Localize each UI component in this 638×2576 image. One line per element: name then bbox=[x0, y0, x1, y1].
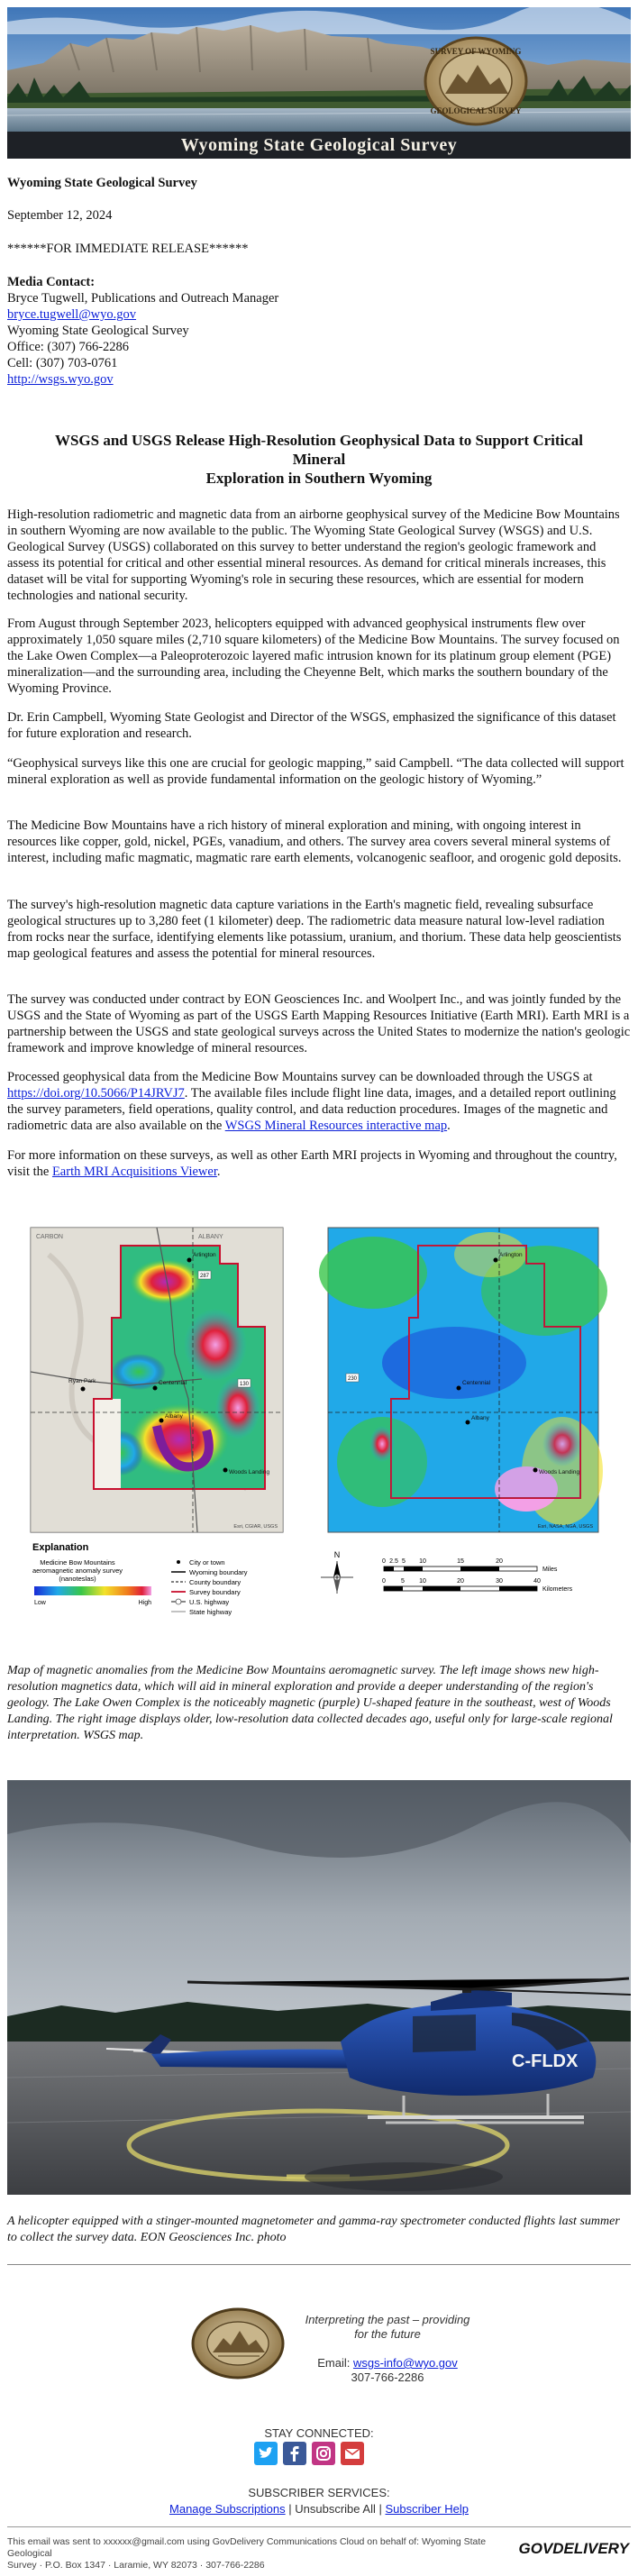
right-town-albany: Albany bbox=[471, 1415, 489, 1421]
svg-text:aeromagnetic anomaly survey: aeromagnetic anomaly survey bbox=[32, 1567, 123, 1575]
svg-text:High: High bbox=[138, 1600, 151, 1606]
svg-text:5: 5 bbox=[401, 1578, 405, 1585]
left-map-credit: Esri, CGIAR, USGS bbox=[233, 1524, 278, 1530]
facebook-icon[interactable] bbox=[283, 2442, 306, 2465]
body-paragraph-3: Dr. Erin Campbell, Wyoming State Geologist and Director of the WSGS, emphasized the significance of this dataset for future exploration and research. bbox=[7, 710, 616, 741]
north-arrow-icon bbox=[321, 1550, 353, 1594]
svg-text:Medicine Bow Mountains: Medicine Bow Mountains bbox=[40, 1558, 115, 1567]
svg-text:GEOLOGICAL SURVEY: GEOLOGICAL SURVEY bbox=[430, 106, 522, 115]
manage-subscriptions-link[interactable]: Manage Subscriptions bbox=[169, 2502, 286, 2516]
body-paragraph-4: “Geophysical surveys like this one are crucial for geologic mapping,” said Campbell. “The data collected will support mineral exploration as well as provide fundamental information on the geologic history of Wyoming.” bbox=[7, 756, 624, 787]
release-date: September 12, 2024 bbox=[7, 208, 113, 223]
svg-text:Miles: Miles bbox=[542, 1567, 558, 1573]
left-town-woods-landing: Woods Landing bbox=[229, 1469, 270, 1475]
svg-text:Survey boundary: Survey boundary bbox=[189, 1588, 241, 1596]
svg-text:N: N bbox=[333, 1550, 341, 1559]
svg-text:20: 20 bbox=[457, 1578, 464, 1585]
left-town-centennial: Centennial bbox=[159, 1380, 187, 1386]
footer-phone: 307-766-2286 bbox=[351, 2370, 424, 2384]
footer-tagline: Interpreting the past – providing for the future bbox=[305, 2313, 470, 2341]
svg-text:2.5: 2.5 bbox=[389, 1558, 398, 1565]
subscriber-services-label: SUBSCRIBER SERVICES: bbox=[248, 2486, 390, 2499]
contact-org: Wyoming State Geological Survey bbox=[7, 324, 189, 338]
usgs-data-link[interactable]: https://doi.org/10.5066/P14JRVJ7 bbox=[7, 1086, 185, 1101]
svg-text:10: 10 bbox=[419, 1578, 426, 1585]
contact-label: Media Contact: bbox=[7, 275, 96, 289]
svg-text:130: 130 bbox=[239, 1382, 250, 1387]
contact-name: Bryce Tugwell, Publications and Outreach Manager bbox=[7, 291, 279, 306]
legend-explanation-title: Explanation bbox=[32, 1542, 89, 1553]
contact-cell: Cell: (307) 703-0761 bbox=[7, 356, 118, 370]
body-paragraph-8: Processed geophysical data from the Medicine Bow Mountains survey can be downloaded through the USGS at https://doi.org/10.5066/P14JRVJ7. The available files include flight line data, images, and a detailed report outlining the survey parameters, field operations, quality control, and data reduction procedures. Images of the magnetic and radiometric data are also available on the WSGS Mineral Resources interactive map. bbox=[7, 1070, 616, 1133]
headline-line-2: Exploration in Southern Wyoming bbox=[205, 470, 433, 487]
map-caption: Map of magnetic anomalies from the Medicine Bow Mountains aeromagnetic survey. The left image shows new high-resolution magnetics data, which will aid in mineral exploration and provide a deeper understanding of the region's geology. The Lake Owen Complex is the noticeably magnetic (purple) U-shaped feature in the southeast, west of Woods Landing. The right image displays older, low-resolution data collected decades ago, useful only for large-scale regional interpretation. WSGS map. bbox=[7, 1664, 613, 1742]
footer-divider bbox=[7, 2526, 631, 2527]
helicopter-photo bbox=[7, 1780, 631, 2195]
body-paragraph-6: The survey's high-resolution magnetic data capture variations in the Earth's magnetic field, revealing subsurface geological structures up to 3,280 feet (1 kilometer) deep. The radiometric data measure natural low-level radiation from rocks near the surface, identifying elements like potassium, uranium, and thorium. These data help geoscientists map geological features and assess the potential for mineral resources. bbox=[7, 898, 622, 961]
earth-mri-viewer-link[interactable]: Earth MRI Acquisitions Viewer bbox=[51, 1165, 217, 1179]
map-legend bbox=[32, 1542, 573, 1616]
stay-connected-label: STAY CONNECTED: bbox=[264, 2426, 374, 2440]
helicopter-tail-number: C-FLDX bbox=[512, 2051, 579, 2071]
svg-text:287: 287 bbox=[199, 1274, 210, 1279]
svg-text:230: 230 bbox=[347, 1376, 358, 1382]
media-contact bbox=[7, 274, 631, 388]
body-paragraph-1: High-resolution radiometric and magnetic data from an airborne geophysical survey of the Medicine Bow Mountains in southern Wyoming are now available to the public. The Wyoming State Geological Survey (WSGS) and U.S. Geological Survey (USGS) collaborated on this survey to better understand the region's geologic framework and assess its potential for critical and other essential mineral resources. As demand for critical minerals increases, this dataset will be vital for supporting Wyoming's role in securing these resources, which are essential for modern technologies and national security. bbox=[7, 507, 620, 603]
svg-text:0: 0 bbox=[382, 1578, 386, 1585]
svg-text:15: 15 bbox=[457, 1558, 464, 1565]
low-resolution-map bbox=[319, 1228, 607, 1532]
svg-text:Wyoming boundary: Wyoming boundary bbox=[189, 1568, 248, 1576]
body-paragraph-2: From August through September 2023, helicopters equipped with advanced geophysical instruments flew over approximately 1,050 square miles (2,710 square kilometers) of the Medicine Bow Mountains. The survey focused on the Lake Owen Complex—a Paleoproterozoic layered mafic intrusion known for its platinum group element (PGE) mineralization—and the surrounding area, including the Cheyenne Belt, which marks the southern boundary of the Wyoming Province. bbox=[7, 617, 620, 696]
high-resolution-map bbox=[31, 1228, 283, 1532]
right-town-centennial: Centennial bbox=[462, 1380, 491, 1386]
wsgs-seal-logo bbox=[191, 2297, 285, 2390]
scale-bar bbox=[382, 1558, 573, 1593]
body-paragraph-9: For more information on these surveys, as well as other Earth MRI projects in Wyoming and throughout the country, visit the Earth MRI Acquisitions Viewer. bbox=[7, 1148, 617, 1179]
photo-caption: A helicopter equipped with a stinger-mounted magnetometer and gamma-ray spectrometer conducted flights last summer to collect the survey data. EON Geosciences Inc. photo bbox=[7, 2215, 620, 2244]
footer-fine-print: This email was sent to xxxxxx@gmail.com using GovDelivery Communications Cloud on behalf of: Wyoming State Geological Survey · P.O. Box 1347 · Laramie, WY 82073 · 307-766-2286 bbox=[7, 2536, 487, 2571]
legend-color-ramp bbox=[34, 1586, 151, 1595]
release-line: ******FOR IMMEDIATE RELEASE****** bbox=[7, 242, 249, 256]
left-town-albany: Albany bbox=[165, 1413, 183, 1420]
right-town-woods-landing: Woods Landing bbox=[539, 1469, 580, 1475]
svg-text:30: 30 bbox=[496, 1578, 503, 1585]
contact-email-link[interactable]: bryce.tugwell@wyo.gov bbox=[7, 307, 137, 322]
header-banner bbox=[7, 7, 631, 159]
left-county-carbon: CARBON bbox=[36, 1234, 63, 1240]
svg-text:10: 10 bbox=[419, 1558, 426, 1565]
unsubscribe-all-link[interactable]: Unsubscribe All bbox=[295, 2502, 376, 2516]
svg-text:40: 40 bbox=[533, 1578, 541, 1585]
svg-text:5: 5 bbox=[402, 1558, 406, 1565]
body-paragraph-7: The survey was conducted under contract by EON Geosciences Inc. and Woolpert Inc., and was jointly funded by the USGS and the State of Wyoming as part of the USGS Earth Mapping Resources Initiative (Earth MRI). Earth MRI is a partnership between the USGS and state geological surveys across the United States to modernize the nation's geologic framework and improve knowledge of mineral resources. bbox=[7, 992, 631, 1055]
footer-contact: Email: wsgs-info@wyo.gov 307-766-2286 bbox=[297, 2356, 478, 2385]
banner-title: Wyoming State Geological Survey bbox=[7, 132, 631, 159]
svg-text:City or town: City or town bbox=[189, 1558, 225, 1567]
left-town-arlington: Arlington bbox=[193, 1252, 216, 1258]
instagram-icon[interactable] bbox=[312, 2442, 335, 2465]
magnetic-anomaly-map-figure bbox=[22, 1219, 616, 1642]
headline bbox=[27, 431, 611, 488]
body-paragraph-5: The Medicine Bow Mountains have a rich history of mineral exploration and mining, with ongoing interest in resources like copper, gold, nickel, PGEs, vanadium, and others. The survey area covers several mineral systems of interest, including mafic magmatic, magmatic rare earth elements, volcanogenic seafloor, and orogenic gold deposits. bbox=[7, 818, 622, 865]
right-map-credit: Esri, NASA, NGA, USGS bbox=[537, 1524, 593, 1530]
svg-text:Low: Low bbox=[34, 1600, 46, 1606]
subscriber-help-link[interactable]: Subscriber Help bbox=[385, 2502, 469, 2516]
svg-text:Kilometers: Kilometers bbox=[542, 1586, 573, 1593]
svg-text:20: 20 bbox=[496, 1558, 503, 1565]
twitter-icon[interactable] bbox=[254, 2442, 278, 2465]
left-town-ryan-park: Ryan Park bbox=[68, 1378, 96, 1384]
footer-email-link[interactable]: wsgs-info@wyo.gov bbox=[352, 2356, 458, 2370]
email-icon[interactable] bbox=[341, 2442, 364, 2465]
contact-website-link[interactable]: http://wsgs.wyo.gov bbox=[7, 372, 114, 387]
banner-seal bbox=[425, 38, 526, 124]
svg-text:County boundary: County boundary bbox=[189, 1578, 242, 1586]
svg-text:(nanoteslas): (nanoteslas) bbox=[59, 1575, 96, 1583]
govdelivery-logo[interactable]: GOVDELIVERY bbox=[518, 2540, 629, 2557]
content-divider bbox=[7, 2264, 631, 2265]
right-town-arlington: Arlington bbox=[499, 1252, 523, 1258]
svg-text:U.S. highway: U.S. highway bbox=[189, 1598, 230, 1606]
svg-text:State highway: State highway bbox=[189, 1608, 232, 1616]
left-county-albany: ALBANY bbox=[198, 1234, 223, 1240]
wsgs-interactive-map-link[interactable]: WSGS Mineral Resources interactive map bbox=[224, 1119, 448, 1133]
svg-text:0: 0 bbox=[382, 1558, 386, 1565]
social-icons bbox=[254, 2442, 389, 2465]
contact-office: Office: (307) 766-2286 bbox=[7, 340, 130, 354]
organization-name: Wyoming State Geological Survey bbox=[7, 176, 197, 190]
svg-text:SURVEY OF WYOMING: SURVEY OF WYOMING bbox=[430, 47, 522, 56]
subscriber-links: Manage Subscriptions | Unsubscribe All | Subscriber Help bbox=[169, 2502, 469, 2516]
headline-line-1: WSGS and USGS Release High-Resolution Geophysical Data to Support Critical Mineral bbox=[54, 432, 584, 468]
